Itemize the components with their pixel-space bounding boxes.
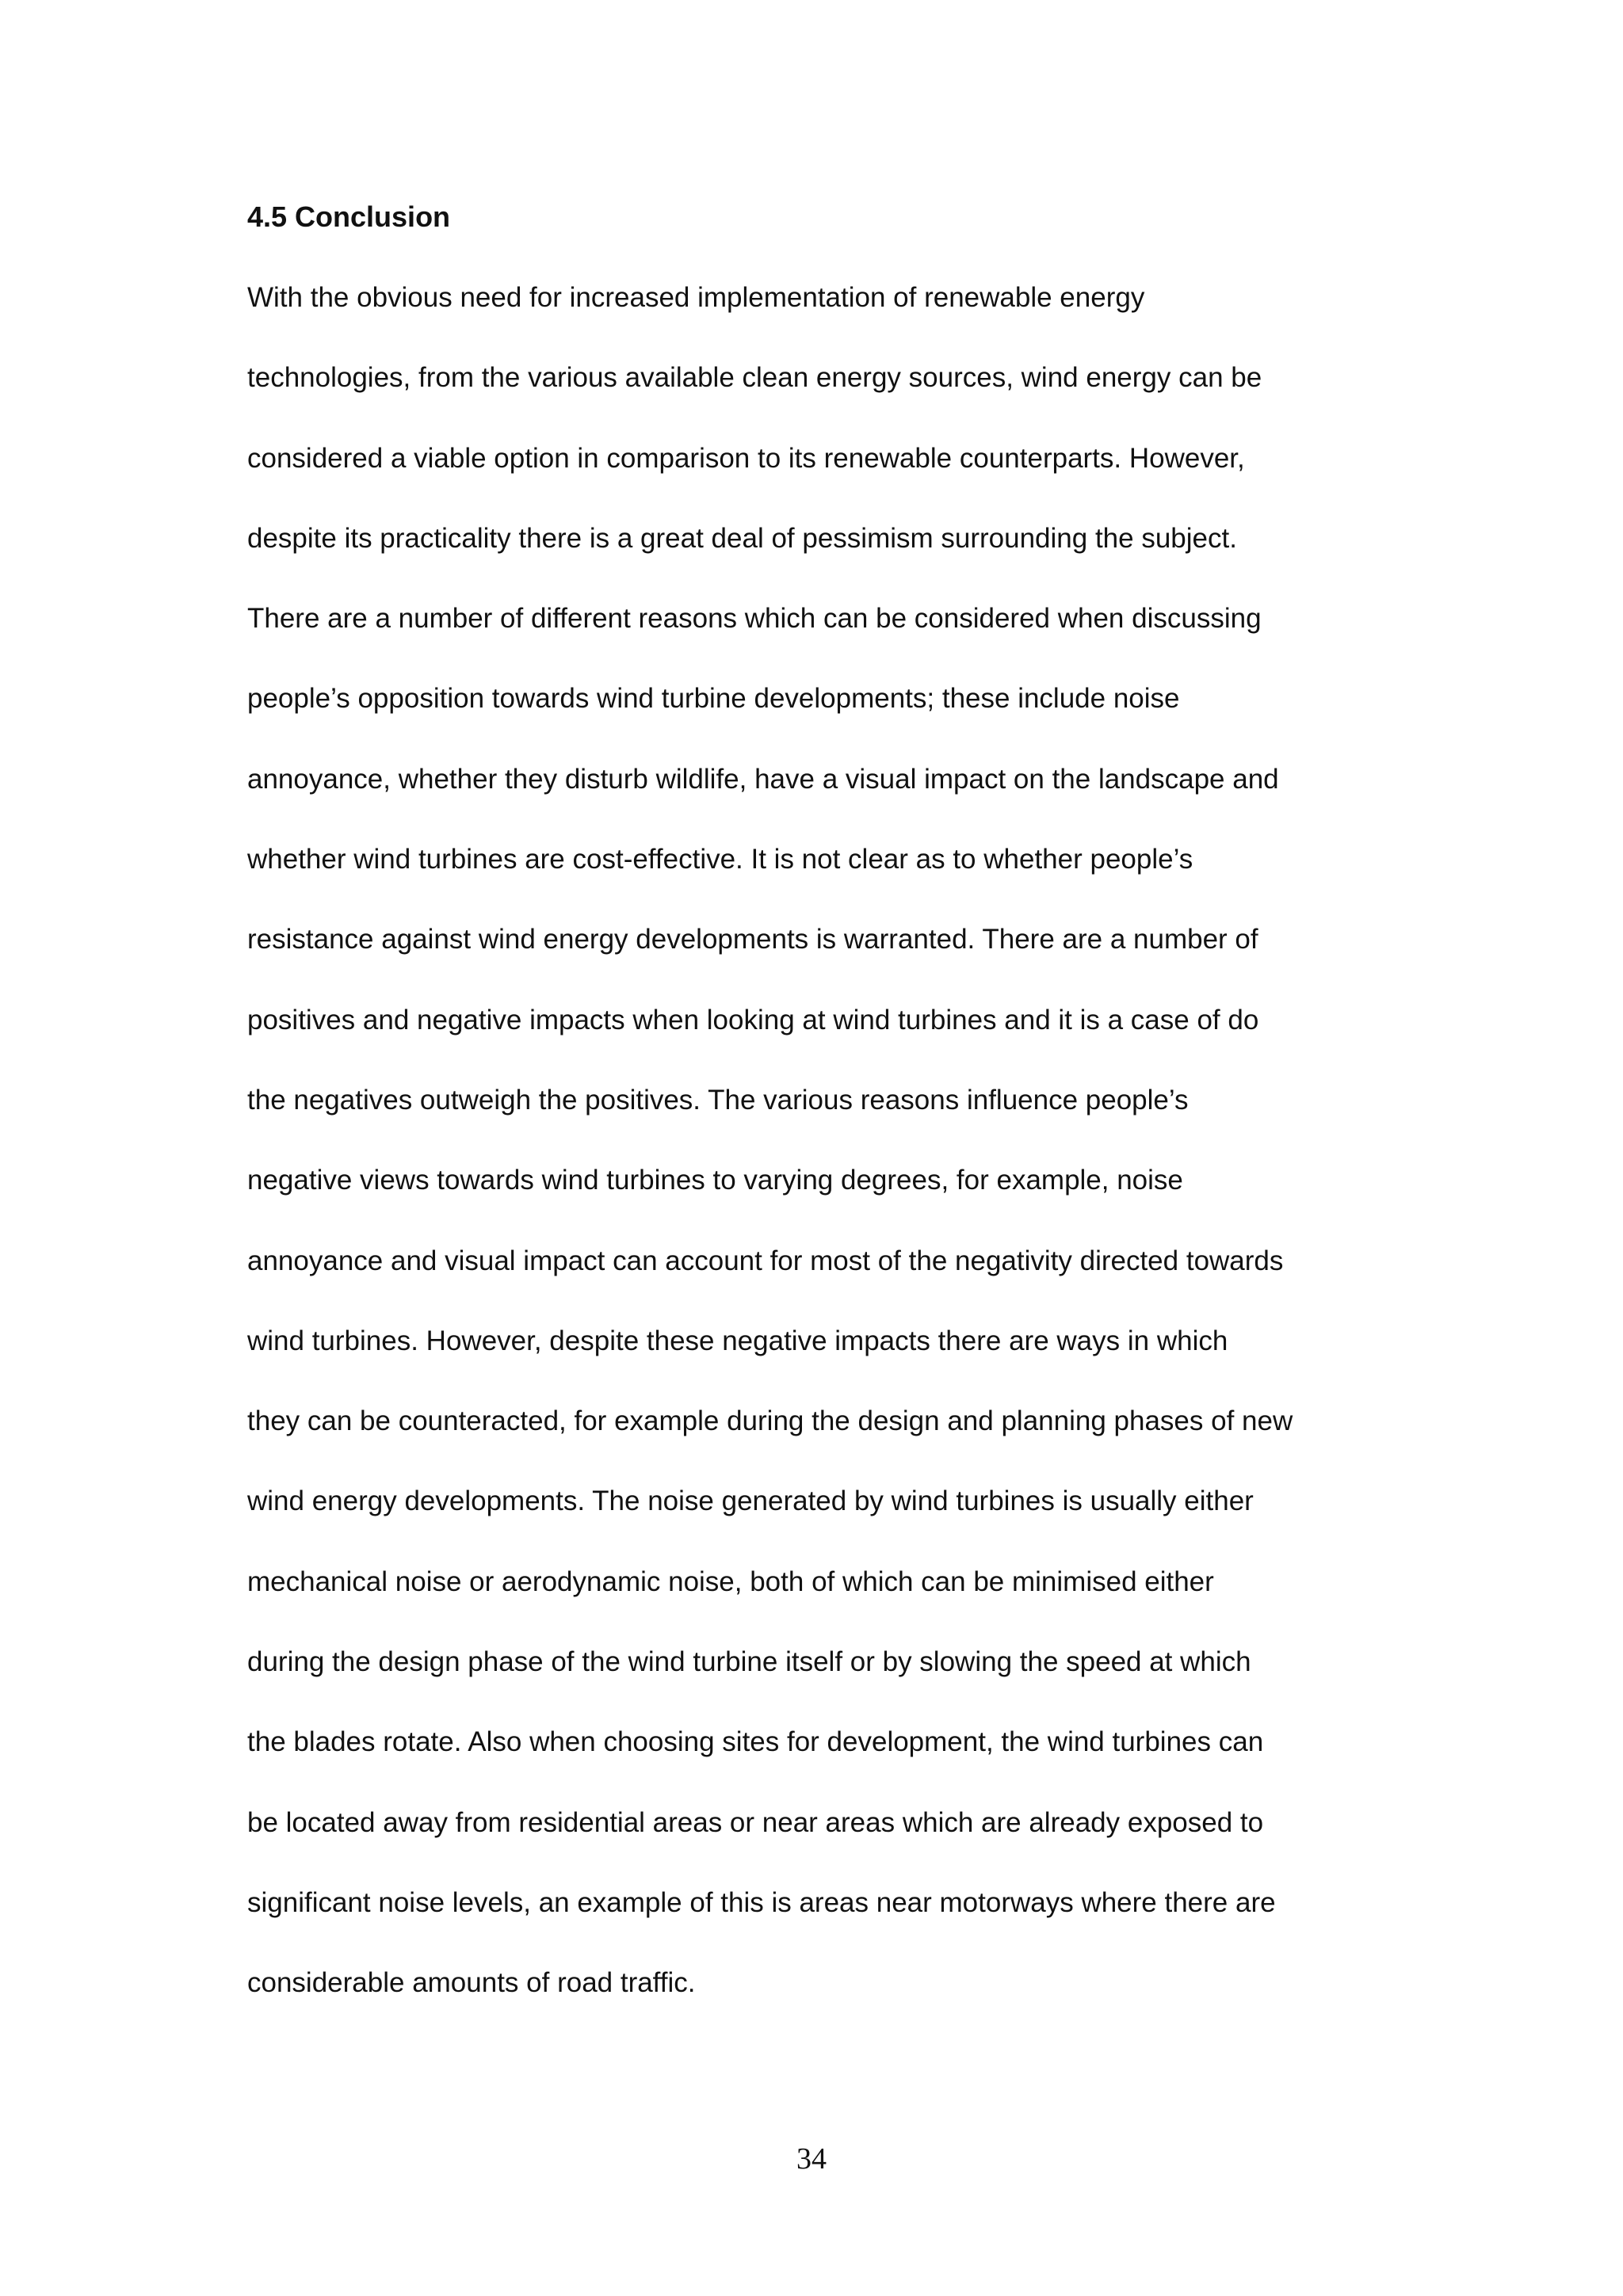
page-number: 34 [796, 2142, 827, 2176]
conclusion-paragraph [247, 277, 1293, 2043]
section-heading: 4.5 Conclusion [247, 200, 451, 233]
paragraph-line: positives and negative impacts when looking at wind turbines and it is a case of do [247, 1004, 1259, 1035]
paragraph-line: wind turbines. However, despite these negative impacts there are ways in which [247, 1325, 1228, 1356]
paragraph-line: There are a number of different reasons which can be considered when discussing [247, 603, 1262, 635]
paragraph-line: With the obvious need for increased implementation of renewable energy [247, 282, 1145, 313]
paragraph-line: significant noise levels, an example of this is areas near motorways where there are [247, 1886, 1276, 1918]
paragraph-line: considerable amounts of road traffic. [247, 1967, 696, 1999]
paragraph-line: they can be counteracted, for example during the design and planning phases of new [247, 1405, 1293, 1437]
paragraph-line: wind energy developments. The noise generated by wind turbines is usually either [247, 1486, 1254, 1517]
paragraph-line: annoyance and visual impact can account for most of the negativity directed towards [247, 1245, 1284, 1276]
paragraph-line: whether wind turbines are cost-effective. It is not clear as to whether people’s [247, 844, 1193, 875]
paragraph-line: resistance against wind energy developments is warranted. There are a number of [247, 924, 1258, 955]
paragraph-line: annoyance, whether they disturb wildlife, have a visual impact on the landscape and [247, 763, 1279, 795]
paragraph-line: the blades rotate. Also when choosing sites for development, the wind turbines can [247, 1726, 1264, 1758]
paragraph-line: mechanical noise or aerodynamic noise, both of which can be minimised either [247, 1566, 1214, 1597]
paragraph-line: be located away from residential areas or near areas which are already exposed to [247, 1806, 1264, 1838]
paragraph-line: considered a viable option in comparison to its renewable counterparts. However, [247, 442, 1245, 474]
paragraph-line: negative views towards wind turbines to varying degrees, for example, noise [247, 1165, 1183, 1196]
paragraph-line: despite its practicality there is a great deal of pessimism surrounding the subject. [247, 522, 1237, 554]
paragraph-line: people’s opposition towards wind turbine developments; these include noise [247, 683, 1180, 715]
paragraph-line: the negatives outweigh the positives. The various reasons influence people’s [247, 1084, 1189, 1116]
paragraph-line: technologies, from the various available clean energy sources, wind energy can be [247, 362, 1262, 394]
paragraph-line: during the design phase of the wind turbine itself or by slowing the speed at which [247, 1646, 1251, 1678]
